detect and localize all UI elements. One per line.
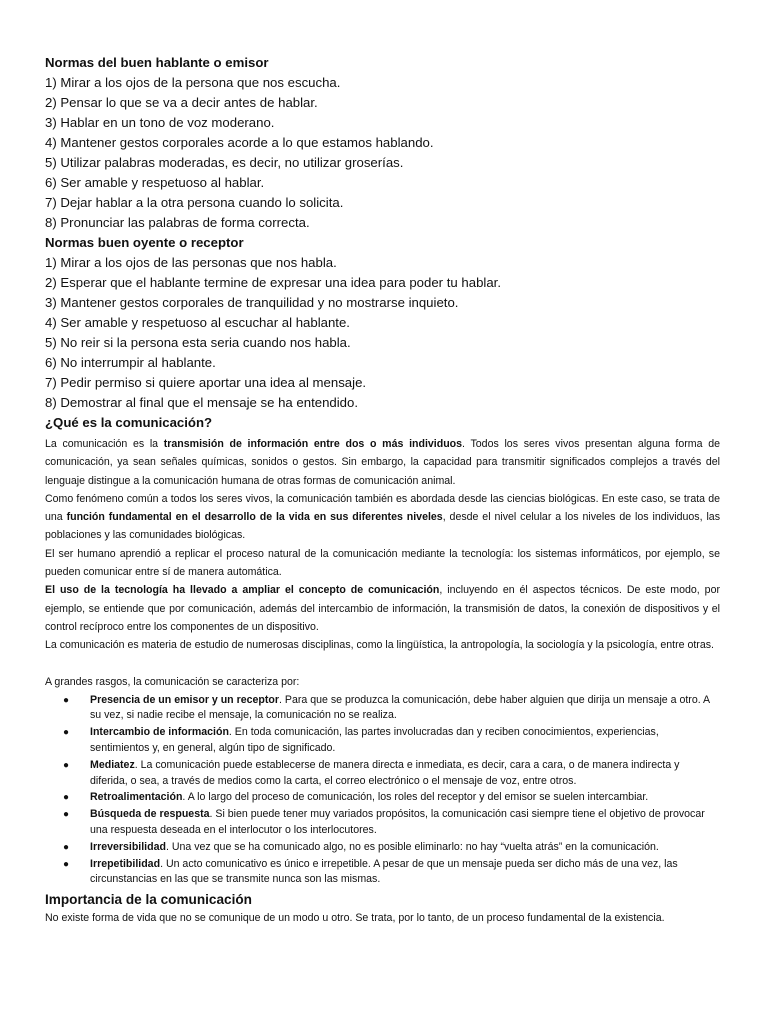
listener-norm-item: 2) Esperar que el hablante termine de expresar una idea para poder tu hablar. bbox=[45, 275, 501, 290]
importance-heading: Importancia de la comunicación bbox=[45, 892, 252, 908]
trait-text: . A lo largo del proceso de comunicación, los roles del receptor y del emisor se suelen intercambiar. bbox=[182, 791, 649, 804]
trait-text: . En toda comunicación, las partes involucradas dan y reciben conocimientos, experiencias, sentimientos y, en general, algún tipo de significado. bbox=[90, 726, 659, 754]
bullet-icon: ● bbox=[63, 809, 70, 821]
text-span: Como fenómeno común a todos los seres vivos, la comunicación también es abordada desde las ciencias biológicas. En este caso, se trata de una bbox=[45, 492, 720, 524]
listener-norm-item: 1) Mirar a los ojos de las personas que nos habla. bbox=[45, 255, 337, 270]
trait-term: Búsqueda de respuesta bbox=[90, 808, 210, 821]
trait-text: . Una vez que se ha comunicado algo, no es posible eliminarlo: no hay “vuelta atrás” en la comunicación. bbox=[165, 840, 659, 853]
paragraph-definition bbox=[45, 435, 720, 490]
text-span: , desde el nivel celular a los niveles de los individuos, las poblaciones y las comunidades biológicas. bbox=[45, 511, 720, 542]
paragraph-technology: El ser humano aprendió a replicar el proceso natural de la comunicación mediante la tecnología: los sistemas informáticos, por ejemplo, se pueden comunicar entre sí de manera automática. bbox=[45, 547, 720, 579]
speaker-norm-item: 3) Hablar en un tono de voz moderano. bbox=[45, 115, 275, 130]
listener-norms-title: Normas buen oyente o receptor bbox=[45, 235, 244, 250]
list-item bbox=[45, 693, 720, 725]
listener-norm-item: 4) Ser amable y respetuoso al escuchar al hablante. bbox=[45, 315, 350, 330]
trait-term: Irreversibilidad bbox=[90, 840, 166, 853]
text-span: , incluyendo en él aspectos técnicos. De este modo, por ejemplo, se entiende que por comunicación, además del intercambio de información, la transmisión de datos, la conexión de dispositivos y el control recíproco entre los componentes de un dispositivo. bbox=[45, 584, 720, 633]
bullet-icon: ● bbox=[63, 694, 70, 706]
bold-phrase: transmisión de información entre dos o más individuos bbox=[163, 438, 463, 450]
speaker-norm-item: 1) Mirar a los ojos de la persona que nos escucha. bbox=[45, 75, 341, 90]
listener-norm-item: 5) No reir si la persona esta seria cuando nos habla. bbox=[45, 335, 351, 350]
blank-line bbox=[45, 655, 720, 673]
paragraph-concept bbox=[45, 581, 720, 636]
bullet-icon: ● bbox=[63, 759, 70, 771]
list-item bbox=[45, 857, 720, 889]
speaker-norm-item: 4) Mantener gestos corporales acorde a lo que estamos hablando. bbox=[45, 135, 434, 150]
trait-text: . Para que se produzca la comunicación, debe haber alguien que dirija un mensaje a otro. A su vez, si nadie recibe el mensaje, la comunicación no se realiza. bbox=[90, 693, 710, 722]
trait-term: Mediatez bbox=[90, 758, 135, 771]
speaker-norm-item: 2) Pensar lo que se va a decir antes de hablar. bbox=[45, 95, 318, 110]
importance-paragraph: No existe forma de vida que no se comunique de un modo u otro. Se trata, por lo tanto, de un proceso fundamental de la existencia. bbox=[45, 912, 665, 925]
list-item bbox=[45, 840, 720, 856]
trait-text: . Si bien puede tener muy variados propósitos, la comunicación casi siempre tiene el objetivo de provocar una respuesta deseada en el interlocutor o los interlocutores. bbox=[90, 808, 705, 836]
bullet-icon: ● bbox=[63, 792, 70, 804]
bold-phrase: El uso de la tecnología ha llevado a ampliar el concepto de comunicación bbox=[45, 584, 440, 597]
paragraph-disciplines: La comunicación es materia de estudio de numerosas disciplinas, como la lingüística, la antropología, la sociología y la psicología, entre otras. bbox=[45, 639, 714, 652]
bullet-icon: ● bbox=[63, 727, 70, 739]
speaker-norm-item: 5) Utilizar palabras moderadas, es decir, no utilizar groserías. bbox=[45, 155, 404, 170]
list-item bbox=[45, 758, 720, 790]
listener-norm-item: 6) No interrumpir al hablante. bbox=[45, 355, 216, 370]
speaker-norm-item: 8) Pronunciar las palabras de forma correcta. bbox=[45, 215, 310, 230]
listener-norm-item: 3) Mantener gestos corporales de tranquilidad y no mostrarse inquieto. bbox=[45, 295, 459, 310]
trait-text: . Un acto comunicativo es único e irrepetible. A pesar de que un mensaje pueda ser dicho más de una vez, las circunstancias en las que se transmite nunca son las mismas. bbox=[90, 857, 678, 886]
trait-text: . La comunicación puede establecerse de manera directa e inmediata, es decir, cara a cara, o de manera indirecta y diferida, o sea, a través de medios como la carta, el correo electrónico o el mensaje de voz, entre otros. bbox=[90, 758, 680, 787]
trait-term: Irrepetibilidad bbox=[90, 857, 161, 870]
list-item bbox=[45, 807, 720, 839]
listener-norm-item: 7) Pedir permiso si quiere aportar una idea al mensaje. bbox=[45, 375, 367, 390]
bullet-icon: ● bbox=[63, 841, 70, 853]
bullet-icon: ● bbox=[63, 858, 70, 870]
traits-list bbox=[45, 693, 720, 889]
text-span: . Todos los seres vivos presentan alguna forma de comunicación, ya sean señales químicas, sonidos o gestos. Sin embargo, la capacidad para transmitir significados complejos a través del lenguaje distingue a la comunicación humana de otras formas de comunicación animal. bbox=[45, 438, 720, 487]
traits-intro: A grandes rasgos, la comunicación se caracteriza por: bbox=[45, 675, 300, 688]
trait-term: Presencia de un emisor y un receptor bbox=[90, 693, 279, 706]
speaker-norm-item: 7) Dejar hablar a la otra persona cuando lo solicita. bbox=[45, 195, 344, 210]
listener-norm-item: 8) Demostrar al final que el mensaje se ha entendido. bbox=[45, 395, 359, 410]
speaker-norm-item: 6) Ser amable y respetuoso al hablar. bbox=[45, 175, 265, 190]
question-heading: ¿Qué es la comunicación? bbox=[45, 415, 213, 430]
trait-term: Retroalimentación bbox=[90, 791, 183, 804]
list-item bbox=[45, 790, 720, 806]
bold-phrase: función fundamental en el desarrollo de la vida en sus diferentes niveles bbox=[66, 511, 443, 524]
trait-term: Intercambio de información bbox=[90, 726, 229, 739]
list-item bbox=[45, 725, 720, 757]
text-span: La comunicación es la bbox=[45, 438, 164, 450]
paragraph-biology bbox=[45, 490, 720, 545]
speaker-norms-title: Normas del buen hablante o emisor bbox=[45, 55, 269, 70]
